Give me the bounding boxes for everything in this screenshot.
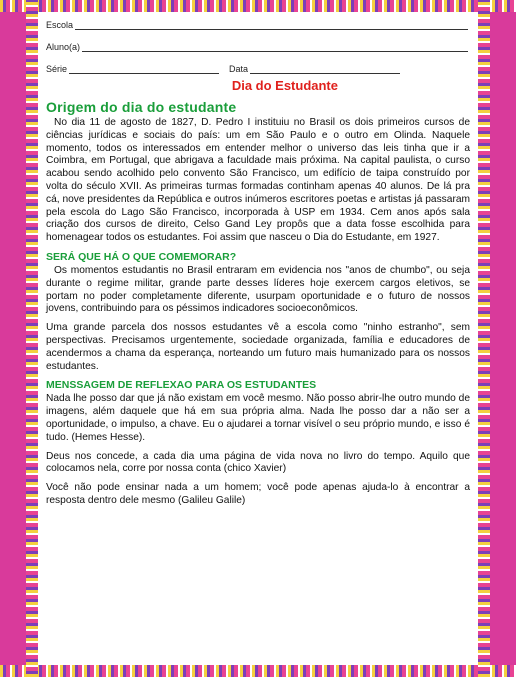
reflection-quote-2: Deus nos concede, a cada dia uma página de vida nova no livro do tempo. Aquilo que colocamos nela, corre por nossa conta (chico Xavier) bbox=[46, 450, 470, 475]
school-field[interactable] bbox=[46, 16, 478, 30]
left-pink-margin bbox=[0, 0, 26, 677]
school-label: Escola bbox=[46, 20, 74, 30]
decorative-border-right bbox=[478, 0, 490, 677]
grade-line[interactable] bbox=[69, 63, 219, 74]
section-origin-heading: Origem do dia do estudante bbox=[46, 99, 237, 115]
section-reflection-heading: MENSSAGEM DE REFLEXAO PARA OS ESTUDANTES bbox=[46, 379, 317, 392]
worksheet-page bbox=[38, 12, 478, 665]
reflection-quote-3: Você não pode ensinar nada a um homem; você pode apenas ajuda-lo à encontrar a resposta dentro dele mesmo (Galileu Galile) bbox=[46, 482, 470, 506]
section-celebrate-heading: SERÁ QUE HÁ O QUE COMEMORAR? bbox=[46, 250, 237, 263]
school-line[interactable] bbox=[75, 19, 468, 30]
student-field[interactable] bbox=[46, 38, 478, 52]
date-label: Data bbox=[229, 64, 249, 74]
section-celebrate-paragraph-1: Os momentos estudantis no Brasil entraram em evidencia nos "anos de chumbo", ou seja durante o regime militar, grande parte desses líderes hoje exercem cargos eletivos, se portam no poder completamente diferente, usurpam oportunidade e o futuro de nossos jovens, contribuindo para os péssimos indicadores socioeconômicos. bbox=[46, 264, 470, 315]
grade-label: Série bbox=[46, 64, 68, 74]
decorative-border-left bbox=[26, 0, 38, 677]
grade-date-field[interactable] bbox=[46, 60, 478, 74]
date-line[interactable] bbox=[250, 63, 400, 74]
decorative-border-top bbox=[0, 0, 516, 12]
section-celebrate-paragraph-2: Uma grande parcela dos nossos estudantes vê a escola como "ninho estranho", sem perspectivas. Precisamos urgentemente, sociedade organizada, família e educadores de acendermos a chama da esperança, norteando um futuro mais humanizado para os nossos estudantes. bbox=[46, 322, 470, 372]
document-title: Dia do Estudante bbox=[231, 78, 338, 93]
section-origin-paragraph: No dia 11 de agosto de 1827, D. Pedro I instituiu no Brasil os dois primeiros cursos de ciências jurídicas e sociais do país: um em São Paulo e o outro em Olinda. Naquele momento, todos os interessados em entender melhor o universo das leis tinha que ir a Coimbra, em Portugal, que abrigava a faculdade mais próxima. Na capital paulista, o curso acabou sendo acolhido pelo convento São Francisco, um edifício de taipa construído por volta do século XVII. As primeiras turmas formadas continham apenas 40 alunos. De lá pra cá, nove presidentes da República e outros inúmeros escritores poetas e artistas já passaram pela escola do Lago São Francisco, incorporada à USP em 1934. Cem anos após sala criação dos cursos de direito, Celso Gand Ley propôs que a data fosse escolhida para homenagear todos os estudantes. Foi assim que nasceu o Dia do Estudante, em 1927. bbox=[46, 117, 470, 244]
student-label: Aluno(a) bbox=[46, 42, 81, 52]
decorative-border-bottom bbox=[0, 665, 516, 677]
reflection-quote-1: Nada lhe posso dar que já não existam em você mesmo. Não posso abrir-lhe outro mundo de imagens, além daquele que há em sua própria alma. Nada lhe posso dar a não ser a oportunidade, o impulso, a chave. Eu o ajudarei a tornar visível o seu próprio mundo, e isso é tudo. (Hemes Hesse). bbox=[46, 393, 470, 443]
right-pink-margin bbox=[490, 0, 516, 677]
student-line[interactable] bbox=[82, 41, 468, 52]
